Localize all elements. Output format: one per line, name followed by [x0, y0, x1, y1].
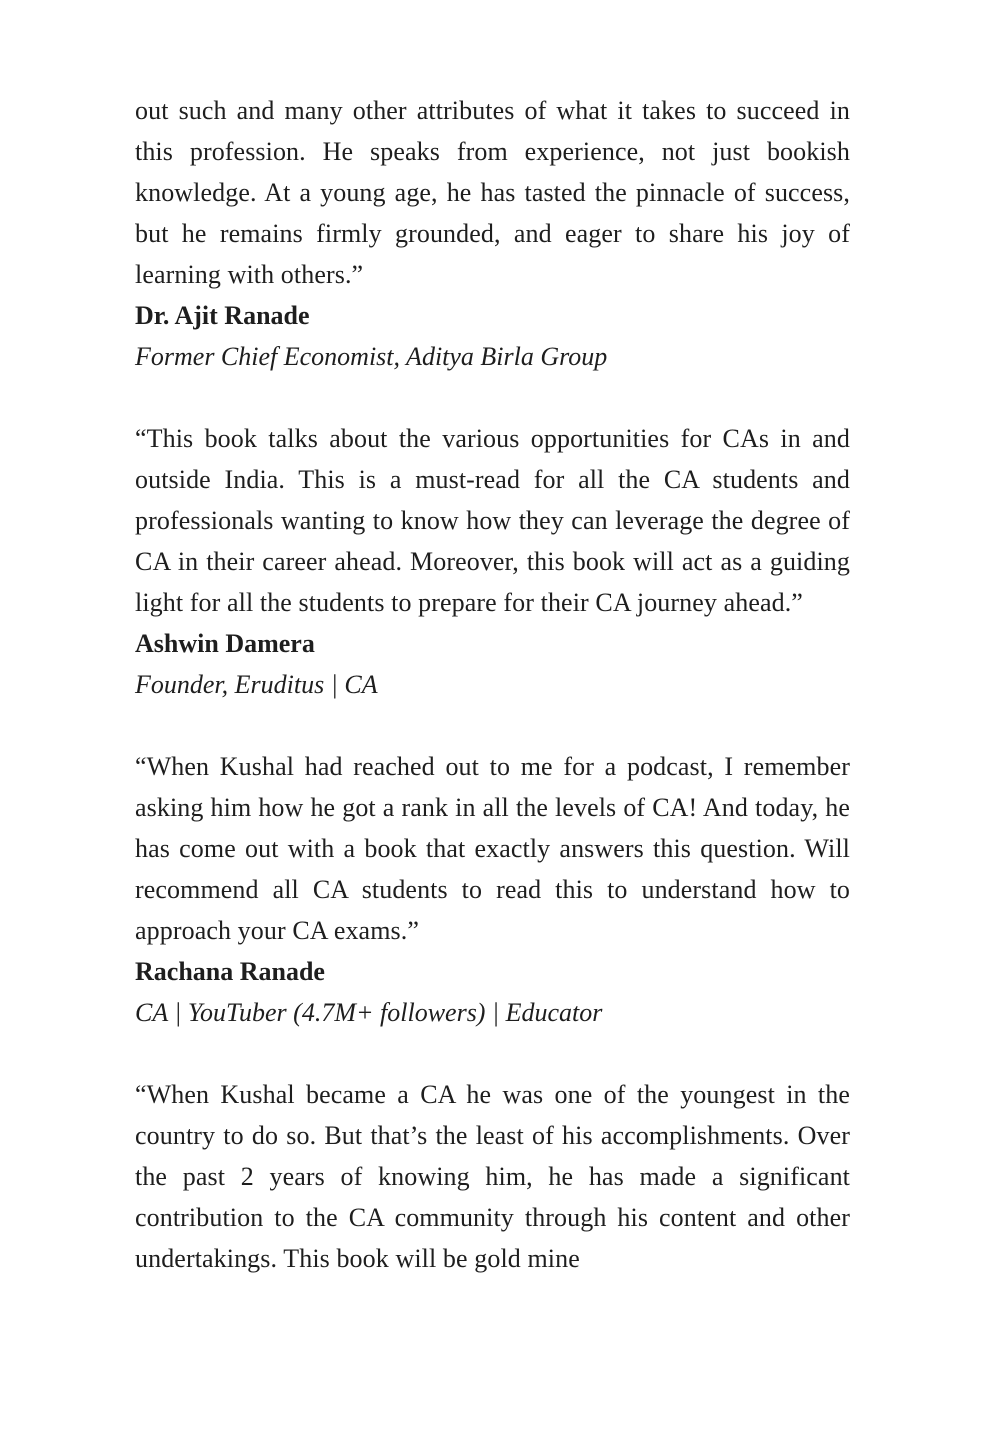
- testimonial-author-name: Rachana Ranade: [135, 957, 325, 986]
- testimonial-author-title: Former Chief Economist, Aditya Birla Group: [135, 342, 608, 371]
- testimonial-quote: “When Kushal had reached out to me for a podcast, I remember asking him how he got a rank in all the levels of CA! And today, he has come out with a book that exactly answers this question. Will recommend all CA students to read this to understand how to approach your CA exams.”: [135, 752, 850, 945]
- testimonial-quote: out such and many other attributes of what it takes to succeed in this profession. He speaks from experience, not just bookish knowledge. At a young age, he has tasted the pinnacle of success, but he remains firmly grounded, and eager to share his joy of learning with others.”: [135, 96, 850, 289]
- testimonial-author-title: Founder, Eruditus | CA: [135, 670, 378, 699]
- testimonial-author-name: Ashwin Damera: [135, 629, 315, 658]
- testimonial-rachana-ranade: [135, 746, 850, 1033]
- testimonial-quote: “This book talks about the various opportunities for CAs in and outside India. This is a must-read for all the CA students and professionals wanting to know how they can leverage the degree of CA in their career ahead. Moreover, this book will act as a guiding light for all the students to prepare for their CA journey ahead.”: [135, 424, 850, 617]
- testimonial-quote: “When Kushal became a CA he was one of the youngest in the country to do so. But that’s the least of his accomplishments. Over the past 2 years of knowing him, he has made a significant contribution to the CA community through his content and other undertakings. This book will be gold mine: [135, 1080, 850, 1273]
- testimonial-ajit-ranade: [135, 90, 850, 377]
- testimonial-partial-continued: [135, 1074, 850, 1279]
- testimonial-author-title: CA | YouTuber (4.7M+ followers) | Educator: [135, 998, 603, 1027]
- testimonial-ashwin-damera: [135, 418, 850, 705]
- testimonial-author-name: Dr. Ajit Ranade: [135, 301, 310, 330]
